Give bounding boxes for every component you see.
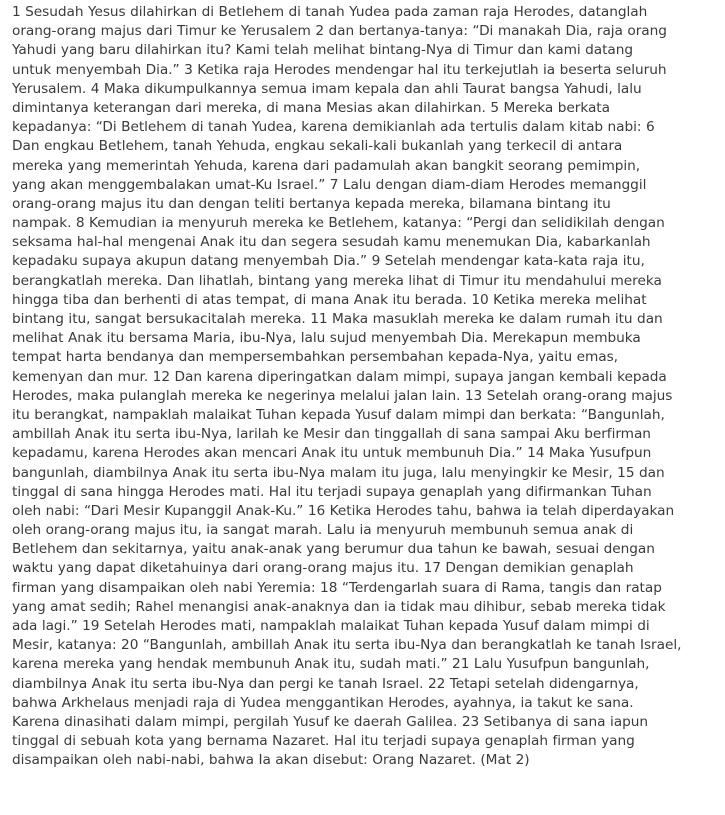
passage-line: disampaikan oleh nabi-nabi, bahwa Ia akan disebut: Orang Nazaret. (Mat 2) bbox=[12, 752, 530, 769]
passage-line: nampak. 8 Kemudian ia menyuruh mereka ke Betlehem, katanya: “Pergi dan selidikilah dengan bbox=[12, 215, 665, 232]
passage-line: ambillah Anak itu serta ibu-Nya, larilah ke Mesir dan tinggallah di sana sampai Aku berfirman bbox=[12, 426, 651, 443]
passage-line: kepadaku supaya akupun datang menyembah Dia.” 9 Setelah mendengar kata-kata raja itu, bbox=[12, 253, 645, 270]
passage-line: tinggal di sana hingga Herodes mati. Hal itu terjadi supaya genaplah yang difirmankan Tuhan bbox=[12, 483, 652, 500]
passage-line: firman yang disampaikan oleh nabi Yeremia: 18 “Terdengarlah suara di Rama, tangis dan ratap bbox=[12, 579, 662, 596]
passage-line: tinggal di sebuah kota yang bernama Nazaret. Hal itu terjadi supaya genaplah firman yang bbox=[12, 733, 635, 750]
passage-line: melihat Anak itu bersama Maria, ibu-Nya, lalu sujud menyembah Dia. Merekapun membuka bbox=[12, 330, 641, 347]
passage-line: ada lagi.” 19 Setelah Herodes mati, nampaklah malaikat Tuhan kepada Yusuf dalam mimpi di bbox=[12, 618, 650, 634]
passage-line: orang-orang majus dari Timur ke Yerusalem 2 dan bertanya-tanya: “Di manakah Dia, raja orang bbox=[12, 23, 667, 40]
passage-line: bangunlah, diambilnya Anak itu serta ibu-Nya malam itu juga, lalu menyingkir ke Mesir, 15 dan bbox=[12, 464, 665, 481]
passage-line: yang akan menggembalakan umat-Ku Israel.” 7 Lalu dengan diam-diam Herodes memanggil bbox=[12, 176, 647, 193]
passage-line: kepadanya: “Di Betlehem di tanah Yudea, karena demikianlah ada tertulis dalam kitab nabi: 6 bbox=[12, 119, 655, 136]
passage-line: 1 Sesudah Yesus dilahirkan di Betlehem di tanah Yudea pada zaman raja Herodes, datanglah bbox=[12, 4, 648, 20]
passage-line: yang amat sedih; Rahel menangisi anak-anaknya dan ia tidak mau dihibur, sebab mereka tidak bbox=[12, 598, 666, 615]
passage-line: dimintanya keterangan dari mereka, di mana Mesias akan dilahirkan. 5 Mereka berkata bbox=[12, 99, 610, 116]
passage-line: orang-orang majus itu dan dengan teliti bertanya kepada mereka, bilamana bintang itu bbox=[12, 195, 611, 212]
passage-line: karena mereka yang hendak membunuh Anak itu, sudah mati.” 21 Lalu Yusufpun bangunlah, bbox=[12, 656, 650, 673]
passage-line: Betlehem dan sekitarnya, yaitu anak-anak yang berumur dua tahun ke bawah, sesuai dengan bbox=[12, 541, 655, 558]
passage-line: bahwa Arkhelaus menjadi raja di Yudea menggantikan Herodes, ayahnya, ia takut ke sana. bbox=[12, 694, 634, 711]
passage-line: kepadamu, karena Herodes akan mencari Anak itu untuk membunuh Dia.” 14 Maka Yusufpun bbox=[12, 445, 652, 462]
passage-line: Dan engkau Betlehem, tanah Yehuda, engkau sekali-kali bukanlah yang terkecil di antara bbox=[12, 138, 623, 155]
passage-line: Herodes, maka pulanglah mereka ke negerinya melalui jalan lain. 13 Setelah orang-orang majus bbox=[12, 387, 673, 404]
passage-line: itu berangkat, nampaklah malaikat Tuhan kepada Yusuf dalam mimpi dan berkata: “Bangunlah, bbox=[12, 406, 665, 423]
passage-line: berangkatlah mereka. Dan lihatlah, bintang yang mereka lihat di Timur itu mendahului mereka bbox=[12, 272, 662, 289]
passage-line: bintang itu, sangat bersukacitalah mereka. 11 Maka masuklah mereka ke dalam rumah itu dan bbox=[12, 311, 663, 327]
passage-line: diambilnya Anak itu serta ibu-Nya dan pergi ke tanah Israel. 22 Tetapi setelah didengarnya, bbox=[12, 675, 639, 692]
passage-line: oleh orang-orang majus itu, ia sangat marah. Lalu ia menyuruh membunuh semua anak di bbox=[12, 522, 634, 539]
passage-line: Yerusalem. 4 Maka dikumpulkannya semua imam kepala dan ahli Taurat bangsa Yahudi, lalu bbox=[12, 80, 642, 97]
passage-line: Mesir, katanya: 20 “Bangunlah, ambillah Anak itu serta ibu-Nya dan berangkatlah ke tanah Israel, bbox=[12, 637, 682, 654]
scripture-passage bbox=[12, 3, 717, 771]
passage-line: oleh nabi: “Dari Mesir Kupanggil Anak-Ku.” 16 Ketika Herodes tahu, bahwa ia telah diperdayakan bbox=[12, 502, 675, 519]
passage-line: Karena dinasihati dalam mimpi, pergilah Yusuf ke daerah Galilea. 23 Setibanya di sana iapun bbox=[12, 713, 648, 730]
passage-line: untuk menyembah Dia.” 3 Ketika raja Herodes mendengar hal itu terkejutlah ia beserta seluruh bbox=[12, 61, 667, 78]
passage-line: kemenyan dan mur. 12 Dan karena diperingatkan dalam mimpi, supaya jangan kembali kepada bbox=[12, 368, 667, 385]
passage-line: mereka yang memerintah Yehuda, karena dari padamulah akan bangkit seorang pemimpin, bbox=[12, 157, 641, 174]
passage-line: seksama hal-hal mengenai Anak itu dan segera sesudah kamu menemukan Dia, kabarkanlah bbox=[12, 234, 651, 251]
passage-line: waktu yang dapat diketahuinya dari orang-orang majus itu. 17 Dengan demikian genaplah bbox=[12, 560, 634, 577]
passage-line: Yahudi yang baru dilahirkan itu? Kami telah melihat bintang-Nya di Timur dan kami datang bbox=[12, 42, 634, 59]
passage-line: hingga tiba dan berhenti di atas tempat, di mana Anak itu berada. 10 Ketika mereka melihat bbox=[12, 291, 647, 308]
passage-line: tempat harta bendanya dan mempersembahkan persembahan kepada-Nya, yaitu emas, bbox=[12, 349, 618, 366]
